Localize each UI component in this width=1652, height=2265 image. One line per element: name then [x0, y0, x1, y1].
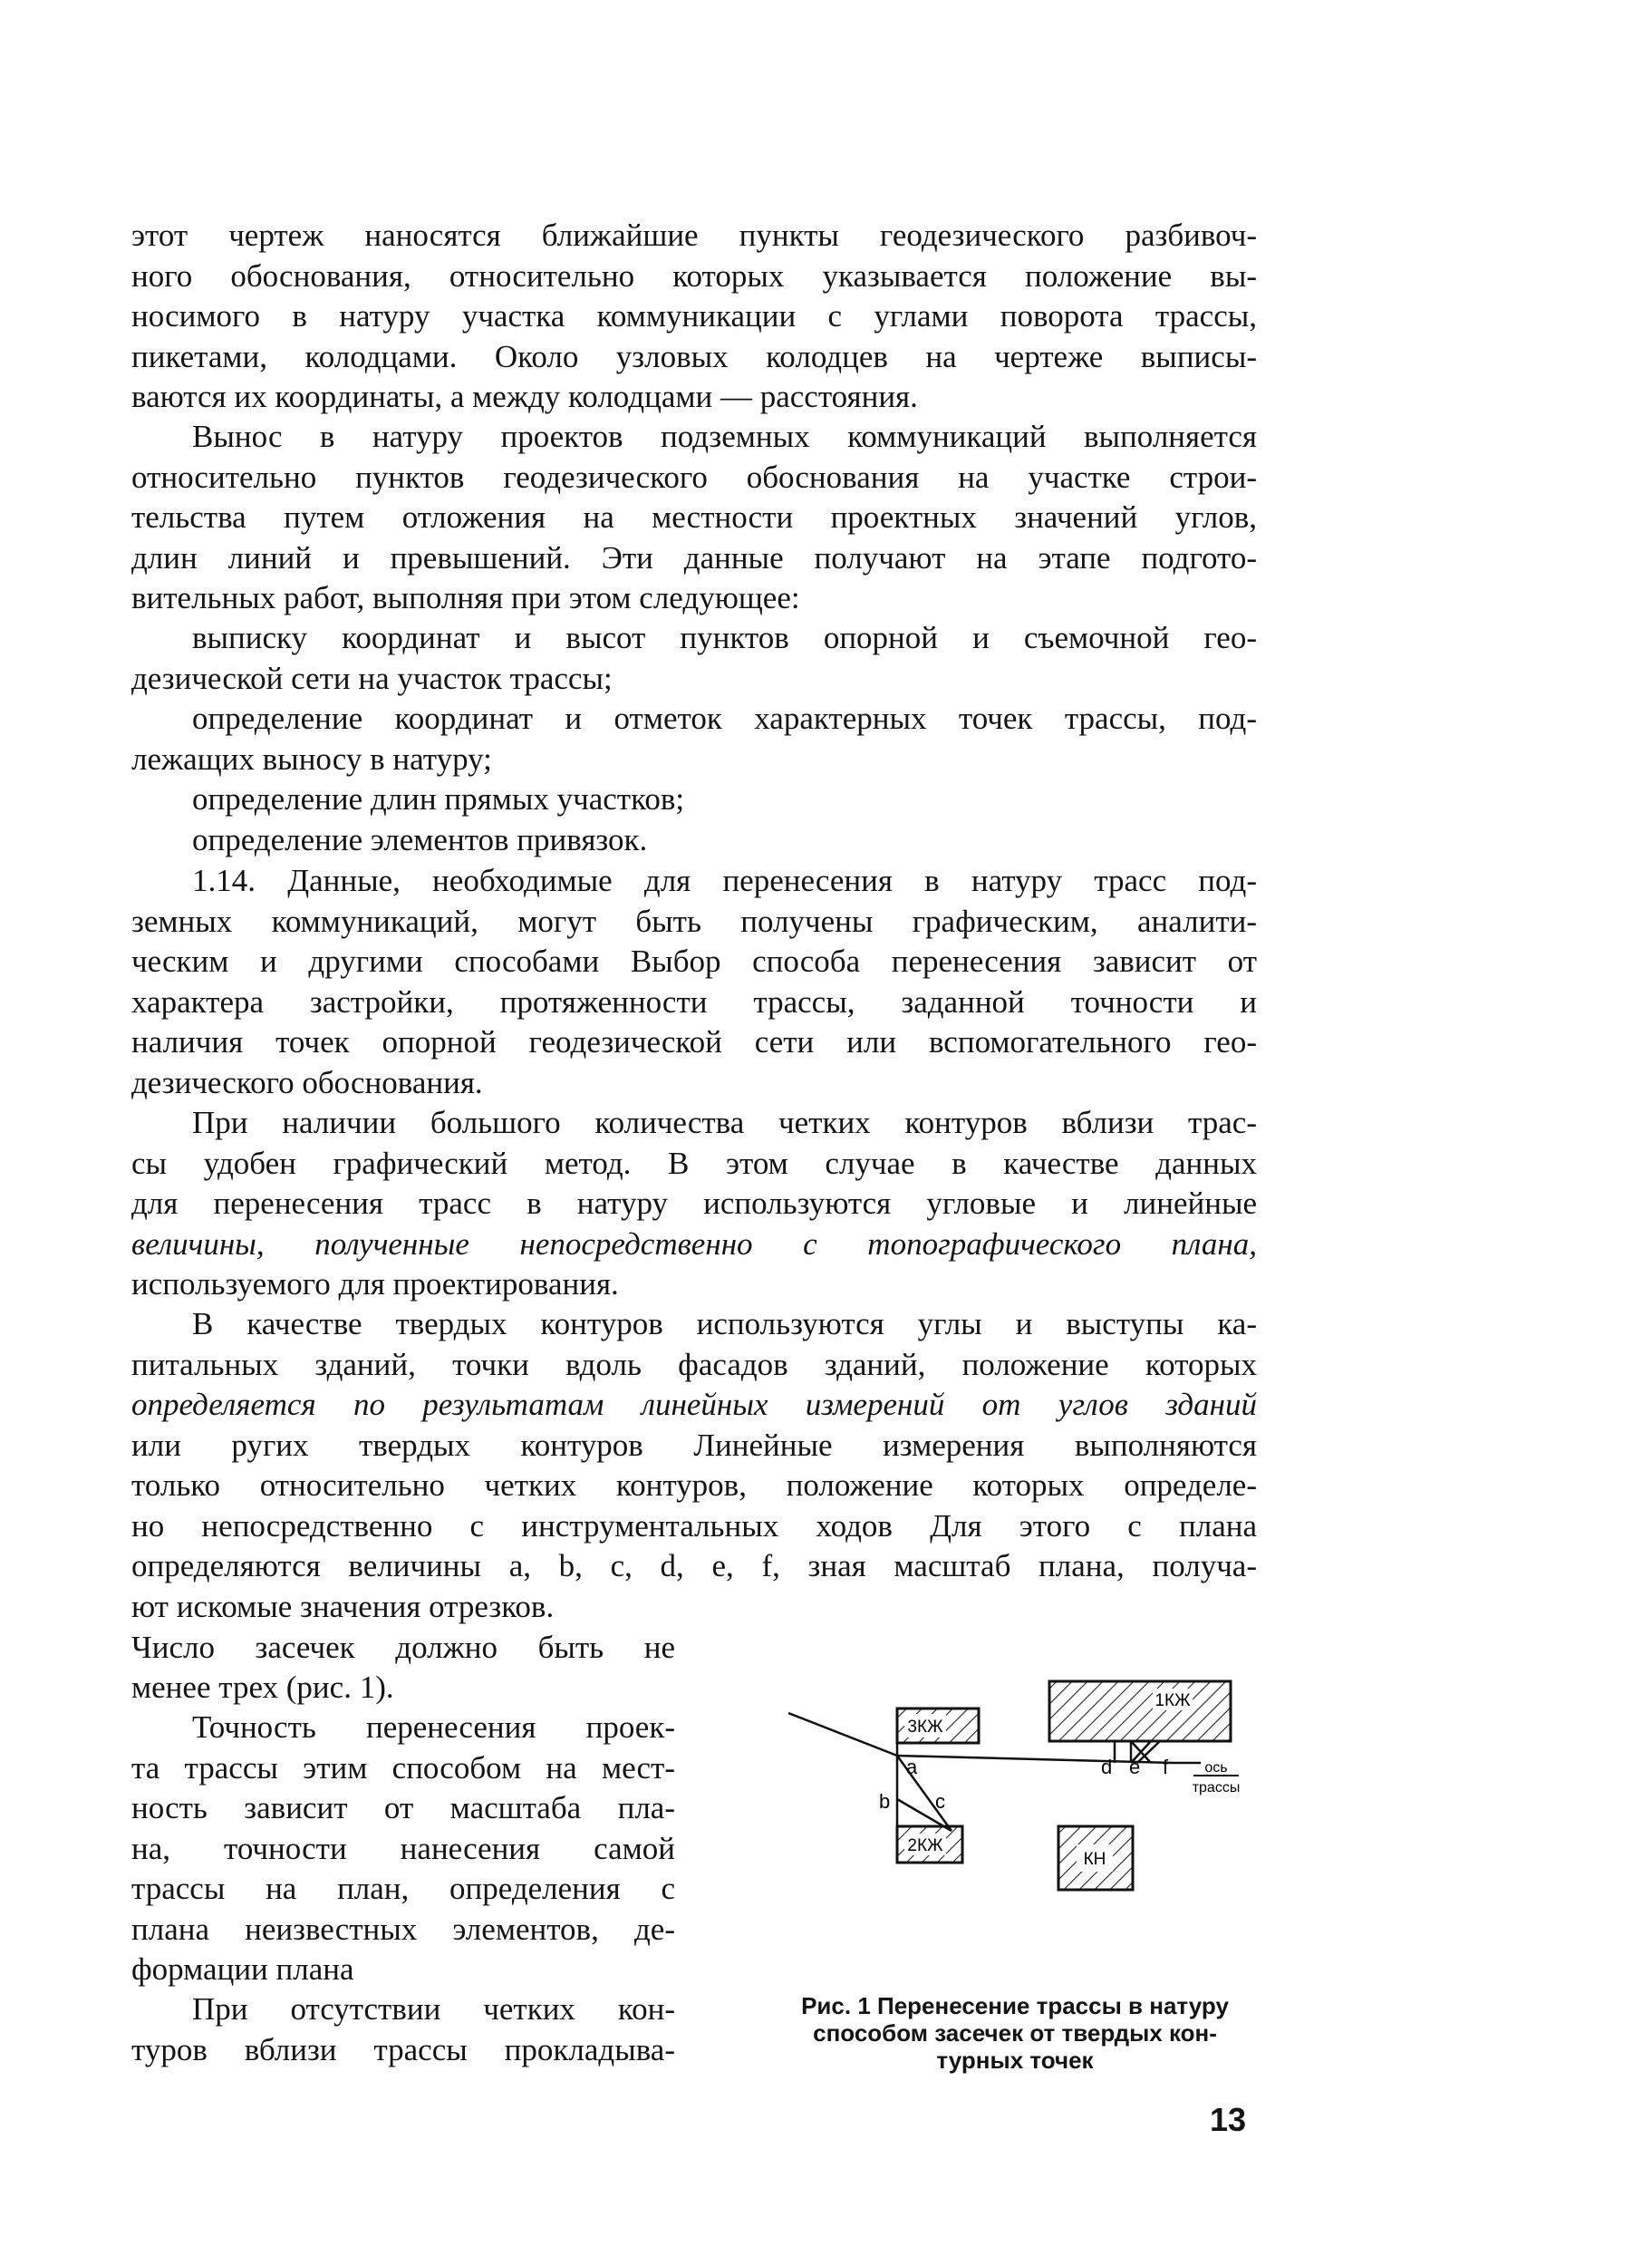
paragraph-hard-contours [131, 1304, 1257, 1587]
text-line: туров вблизи трассы прокладыва- [131, 2031, 675, 2067]
axis-label: ось [1204, 1760, 1228, 1776]
building-3kzh [897, 1708, 979, 1743]
building-label: 3КЖ [907, 1718, 943, 1737]
text-line: или ругих твердых контуров Линейные измерения выполняются [131, 1427, 1257, 1463]
text-line: дезического обоснования. [131, 1064, 483, 1100]
text-line: формации плана [131, 1951, 354, 1987]
text-line: для перенесения трасс в натуру используются угловые и линейные [131, 1186, 1257, 1221]
text-line: величины, полученные непосредственно с топографического плана, [131, 1225, 1257, 1262]
text-line: носимого в натуру участка коммуникации с углами поворота трассы, [131, 298, 1257, 334]
text-line: относительно пунктов геодезического обоснования на участке строи- [131, 459, 1257, 495]
segment-a-label: a [906, 1756, 918, 1778]
building-2kzh [897, 1826, 962, 1863]
page-number: 13 [1210, 2101, 1247, 2138]
text-line: длин линий и превышений. Эти данные получают на этапе подгото- [131, 539, 1257, 576]
text-line: земных коммуникаций, могут быть получены графическим, аналити- [131, 903, 1257, 939]
text-line: питальных зданий, точки вдоль фасадов зданий, положение которых [131, 1346, 1257, 1382]
text-line: ного обоснования, относительно которых указывается положение вы- [131, 257, 1257, 294]
segment-b-label: b [879, 1790, 891, 1813]
figure-caption [761, 1992, 1269, 2074]
segment-e-label: e [1129, 1756, 1141, 1778]
list-item [131, 779, 1257, 820]
column-text [131, 1708, 675, 1990]
text-line: определение элементов привязок. [192, 822, 648, 857]
text-line: тельства путем отложения на местности проектных значений углов, [131, 499, 1257, 535]
text-line: на, точности нанесения самой [131, 1830, 675, 1866]
text-line: трассы на план, определения с [131, 1871, 675, 1906]
caption-line: турных точек [936, 2047, 1094, 2074]
text-line: ваются их координаты, а между колодцами — расстояния. [131, 379, 918, 414]
text-line: плана неизвестных элементов, де- [131, 1911, 675, 1947]
text-line: дезической сети на участок трассы; [131, 660, 613, 696]
text-line: пикетами, колодцами. Около узловых колодцев на чертеже выписы- [131, 338, 1257, 374]
building-kn [1058, 1826, 1133, 1890]
text-line: ют искомые значения отрезков. [131, 1589, 555, 1624]
building-label: КН [1083, 1850, 1106, 1869]
text-line: определяются величины a, b, c, d, e, f, зная масштаб плана, получа- [131, 1548, 1257, 1583]
text-line: используемого для проектирования. [131, 1266, 619, 1302]
caption-line: способом засечек от твердых кон- [813, 2019, 1217, 2047]
text-line: этот чертеж наносятся ближайшие пункты геодезического разбивоч- [131, 218, 1257, 253]
paragraph-2 [131, 417, 1257, 619]
segment-f-label: f [1163, 1756, 1169, 1778]
list-item [131, 699, 1257, 779]
list-item [131, 618, 1257, 699]
text-line: определяется по результатам линейных измерений от углов зданий [131, 1387, 1257, 1422]
text-line: При наличии большого количества четких контуров вблизи трас- [192, 1105, 1257, 1140]
column-text [131, 1989, 675, 2070]
text-line: ность зависит от масштаба пла- [131, 1790, 675, 1825]
text-line: та трассы этим способом на мест- [131, 1749, 675, 1786]
text-line: В качестве твердых контуров используются углы и выступы ка- [192, 1306, 1257, 1341]
building-label: 1КЖ [1154, 1691, 1191, 1710]
text-line: лежащих выносу в натуру; [131, 740, 492, 777]
paragraph-1-14 [131, 861, 1257, 1103]
text-line: Вынос в натуру проектов подземных коммуникаций выполняется [192, 419, 1257, 454]
text-line: определение координат и отметок характерных точек трассы, под- [192, 701, 1257, 736]
segment-d-label: d [1101, 1756, 1113, 1778]
text-line: менее трех (рис. 1). [131, 1670, 394, 1705]
text-line: сы удобен графический метод. В этом случае в качестве данных [131, 1145, 1257, 1181]
list-item [131, 820, 1257, 861]
text-line: определение длин прямых участков; [192, 781, 685, 817]
text-line: но непосредственно с инструментальных ходов Для этого с плана [131, 1507, 1257, 1544]
paragraph-1 [131, 216, 1257, 418]
text-line: Точность перенесения проек- [192, 1709, 675, 1745]
building-1kzh [1049, 1681, 1231, 1741]
text-line: ческим и другими способами Выбор способа перенесения зависит от [131, 944, 1257, 979]
text-line: наличия точек опорной геодезической сети или вспомогательного гео- [131, 1024, 1257, 1060]
figure-1-diagram [788, 1672, 1260, 1953]
caption-line: Рис. 1 Перенесение трассы в натуру [801, 1992, 1229, 2019]
text-line: только относительно четких контуров, положение которых определе- [131, 1467, 1257, 1503]
column-text [131, 1587, 675, 1708]
text-line: 1.14. Данные, необходимые для перенесения в натуру трасс под- [192, 863, 1257, 898]
paragraph-graphic-method [131, 1103, 1257, 1305]
text-line: Число засечек должно быть не [131, 1629, 675, 1665]
text-line: выписку координат и высот пунктов опорной и съемочной гео- [192, 620, 1257, 655]
text-line: характера застройки, протяженности трассы, заданной точности и [131, 983, 1257, 1020]
text-line: вительных работ, выполняя при этом следующее: [131, 580, 800, 615]
axis-label: трассы [1192, 1780, 1241, 1796]
building-label: 2КЖ [907, 1836, 943, 1855]
text-line: При отсутствии четких кон- [192, 1991, 675, 2027]
segment-c-label: c [935, 1790, 945, 1813]
